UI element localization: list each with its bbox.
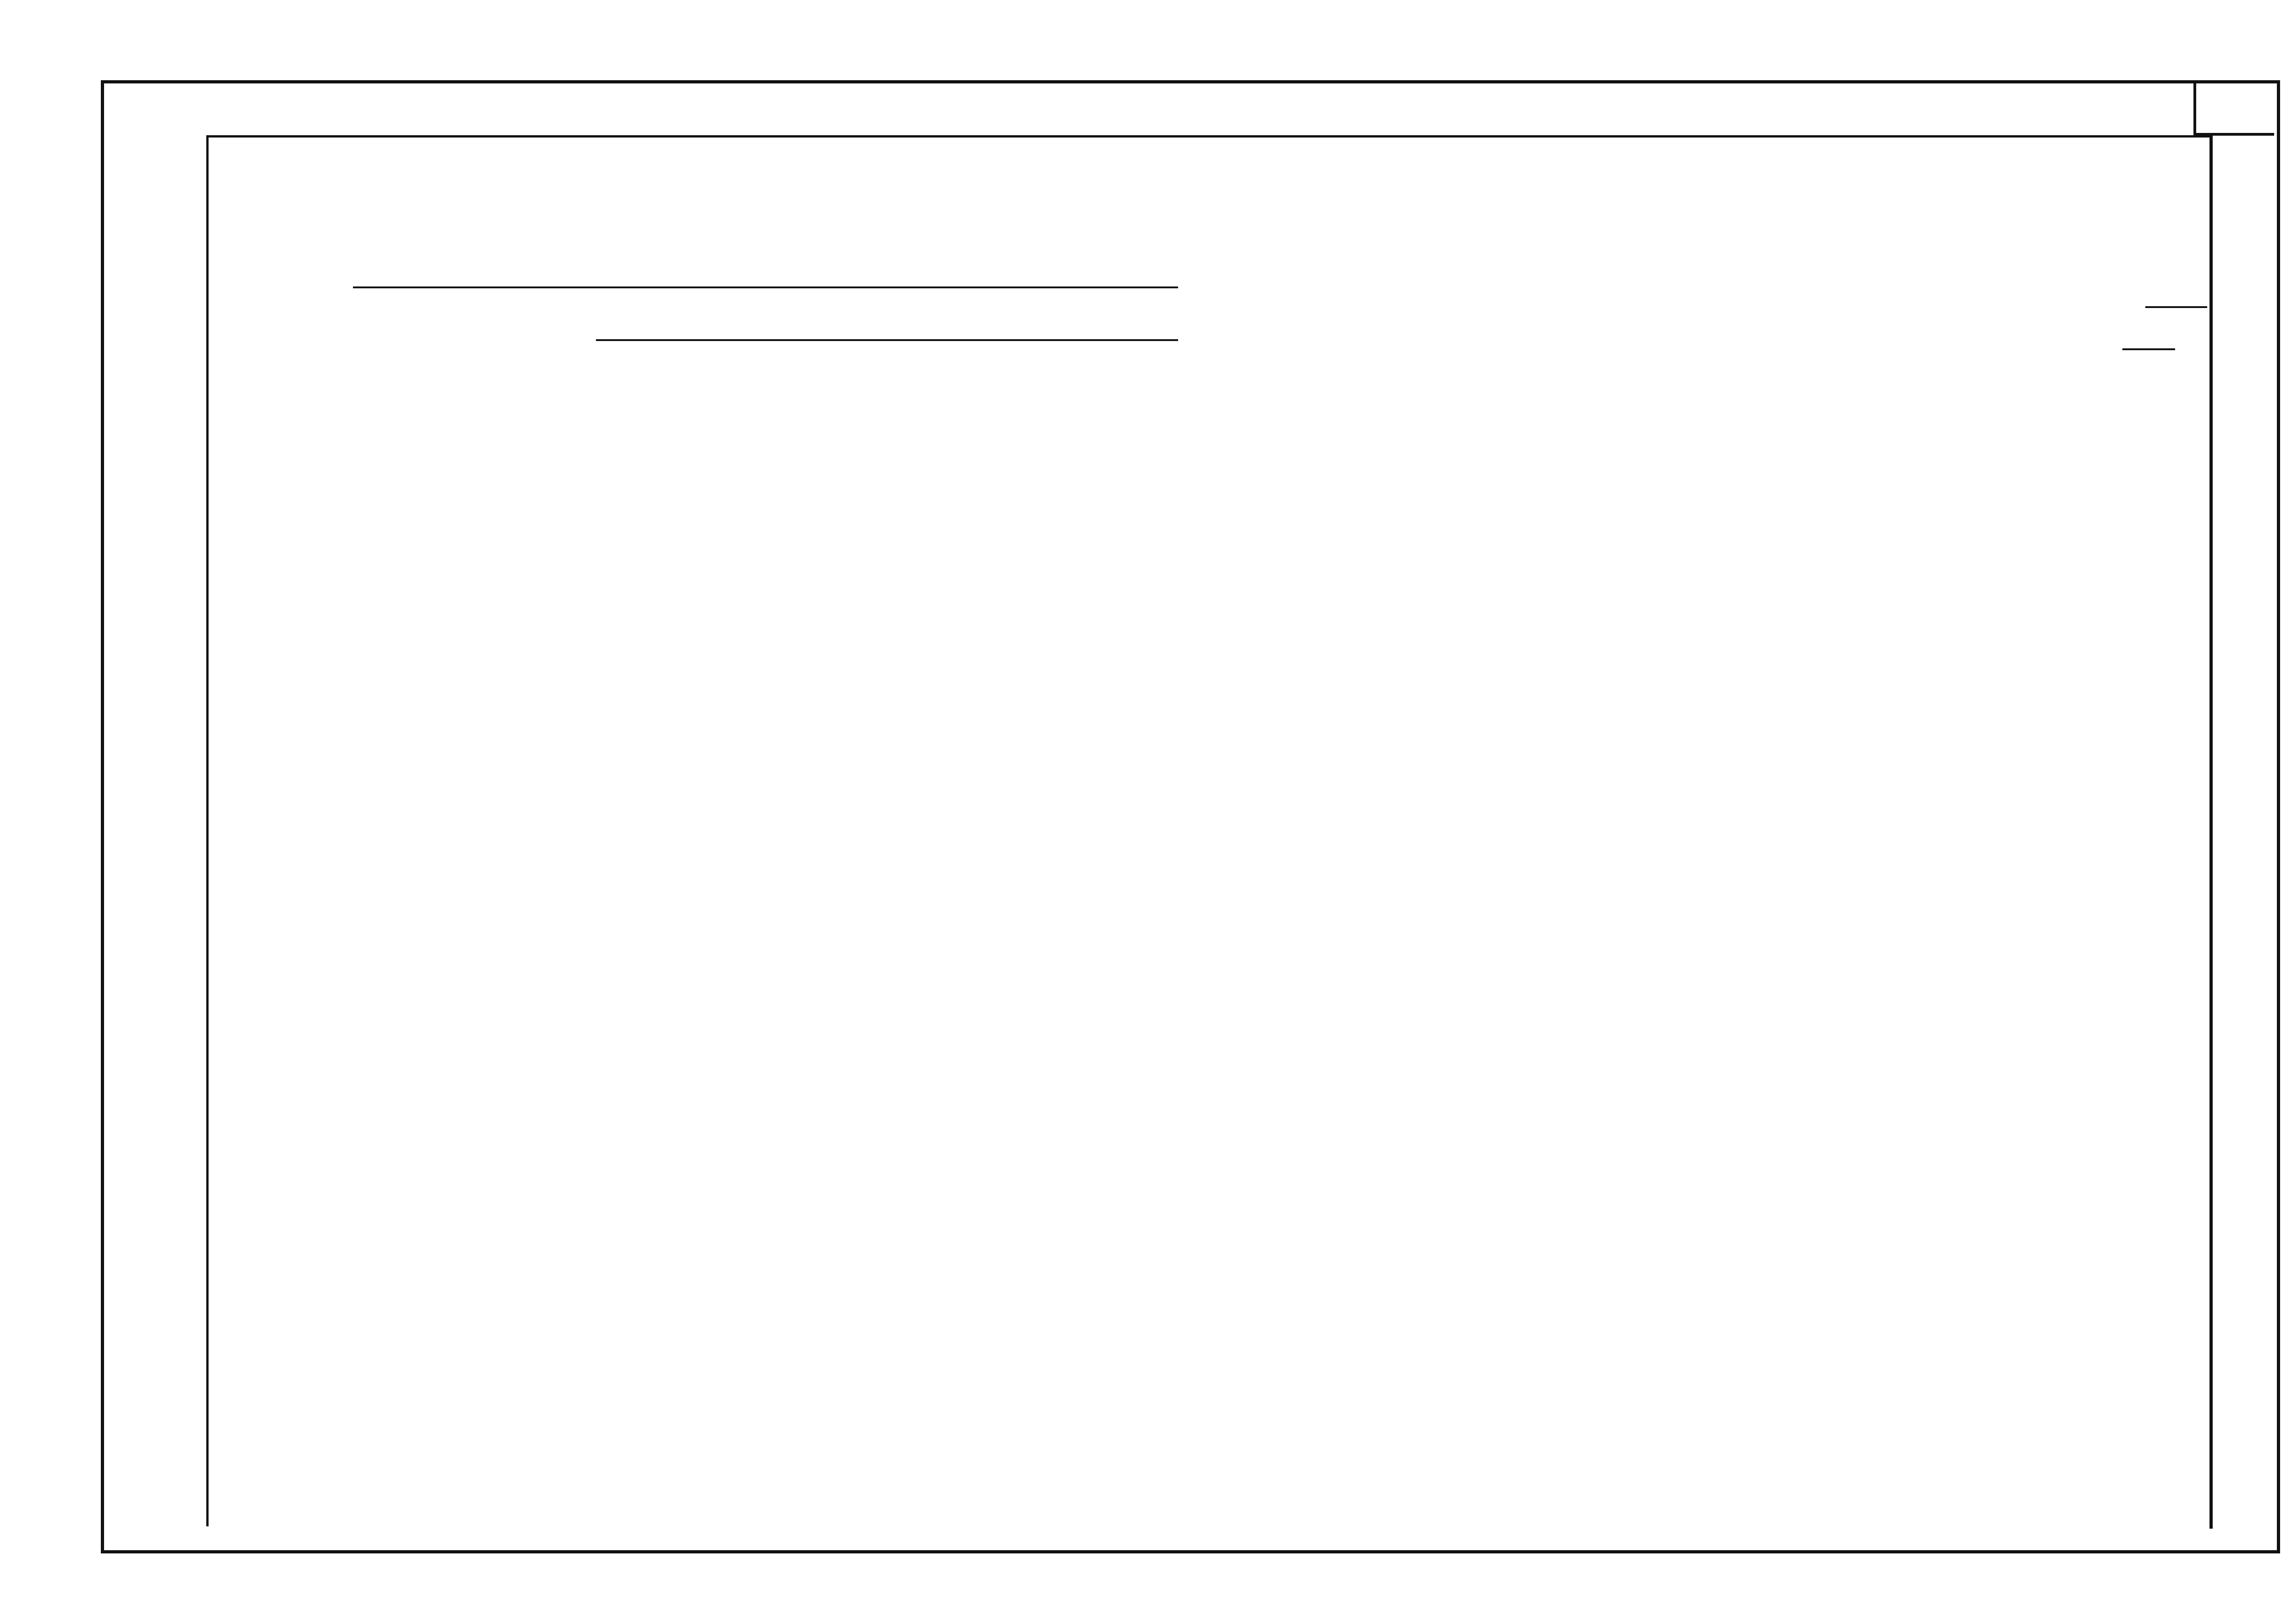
sheet-no-line	[2122, 348, 2175, 350]
inner-frame	[206, 135, 2212, 1526]
total-sheets-line	[2145, 306, 2207, 308]
sheet-number-box	[2193, 83, 2274, 136]
right-border	[2209, 135, 2213, 1529]
object-line	[596, 339, 1178, 341]
enterprise-line	[353, 286, 1178, 288]
